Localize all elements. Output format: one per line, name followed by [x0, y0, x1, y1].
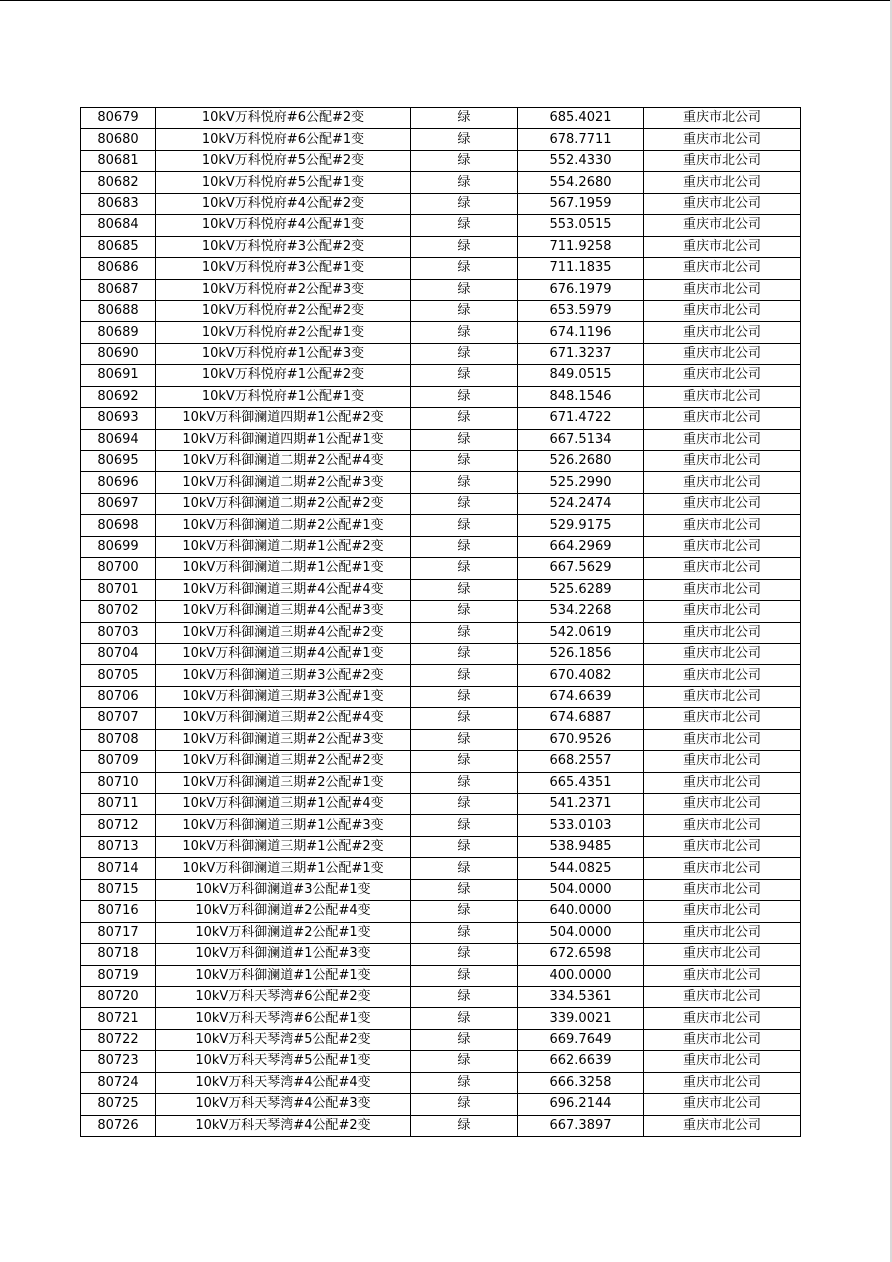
company-cell: 重庆市北公司 — [644, 622, 801, 643]
transformer-name-cell: 10kV万科御澜道三期#1公配#3变 — [156, 815, 411, 836]
value-cell: 552.4330 — [518, 150, 644, 171]
value-cell: 544.0825 — [518, 858, 644, 879]
color-code-cell: 绿 — [411, 858, 518, 879]
company-cell: 重庆市北公司 — [644, 258, 801, 279]
table-row — [81, 536, 801, 557]
table-row — [81, 300, 801, 321]
company-cell: 重庆市北公司 — [644, 836, 801, 857]
table-row — [81, 815, 801, 836]
row-id-cell: 80724 — [81, 1072, 156, 1093]
transformer-name-cell: 10kV万科御澜道#2公配#1变 — [156, 922, 411, 943]
company-cell: 重庆市北公司 — [644, 300, 801, 321]
company-cell: 重庆市北公司 — [644, 772, 801, 793]
table-row — [81, 193, 801, 214]
company-cell: 重庆市北公司 — [644, 1115, 801, 1136]
table-row — [81, 515, 801, 536]
value-cell: 542.0619 — [518, 622, 644, 643]
row-id-cell: 80726 — [81, 1115, 156, 1136]
transformer-name-cell: 10kV万科御澜道四期#1公配#2变 — [156, 408, 411, 429]
color-code-cell: 绿 — [411, 879, 518, 900]
transformer-name-cell: 10kV万科御澜道二期#2公配#2变 — [156, 493, 411, 514]
color-code-cell: 绿 — [411, 451, 518, 472]
table-row — [81, 472, 801, 493]
table-row — [81, 493, 801, 514]
transformer-name-cell: 10kV万科悦府#6公配#2变 — [156, 108, 411, 129]
value-cell: 674.1196 — [518, 322, 644, 343]
value-cell: 666.3258 — [518, 1072, 644, 1093]
transformer-name-cell: 10kV万科御澜道二期#1公配#1变 — [156, 558, 411, 579]
value-cell: 671.3237 — [518, 343, 644, 364]
value-cell: 668.2557 — [518, 751, 644, 772]
value-cell: 669.7649 — [518, 1029, 644, 1050]
page-top-border — [0, 0, 892, 1]
color-code-cell: 绿 — [411, 215, 518, 236]
transformer-name-cell: 10kV万科天琴湾#4公配#2变 — [156, 1115, 411, 1136]
table-row — [81, 1115, 801, 1136]
company-cell: 重庆市北公司 — [644, 150, 801, 171]
row-id-cell: 80710 — [81, 772, 156, 793]
color-code-cell: 绿 — [411, 408, 518, 429]
value-cell: 711.1835 — [518, 258, 644, 279]
transformer-name-cell: 10kV万科悦府#2公配#3变 — [156, 279, 411, 300]
table-row — [81, 451, 801, 472]
row-id-cell: 80698 — [81, 515, 156, 536]
company-cell: 重庆市北公司 — [644, 729, 801, 750]
color-code-cell: 绿 — [411, 429, 518, 450]
company-cell: 重庆市北公司 — [644, 601, 801, 622]
table-row — [81, 858, 801, 879]
table-row — [81, 343, 801, 364]
row-id-cell: 80705 — [81, 665, 156, 686]
table-row — [81, 729, 801, 750]
transformer-name-cell: 10kV万科御澜道三期#1公配#2变 — [156, 836, 411, 857]
table-row — [81, 1008, 801, 1029]
color-code-cell: 绿 — [411, 300, 518, 321]
transformer-name-cell: 10kV万科御澜道#1公配#1变 — [156, 965, 411, 986]
table-row — [81, 601, 801, 622]
color-code-cell: 绿 — [411, 322, 518, 343]
value-cell: 662.6639 — [518, 1051, 644, 1072]
transformer-name-cell: 10kV万科悦府#5公配#1变 — [156, 172, 411, 193]
transformer-name-cell: 10kV万科御澜道三期#2公配#3变 — [156, 729, 411, 750]
value-cell: 676.1979 — [518, 279, 644, 300]
transformer-name-cell: 10kV万科天琴湾#4公配#4变 — [156, 1072, 411, 1093]
transformer-name-cell: 10kV万科御澜道三期#2公配#2变 — [156, 751, 411, 772]
transformer-name-cell: 10kV万科悦府#1公配#3变 — [156, 343, 411, 364]
row-id-cell: 80703 — [81, 622, 156, 643]
company-cell: 重庆市北公司 — [644, 172, 801, 193]
company-cell: 重庆市北公司 — [644, 708, 801, 729]
company-cell: 重庆市北公司 — [644, 1008, 801, 1029]
transformer-name-cell: 10kV万科悦府#1公配#2变 — [156, 365, 411, 386]
company-cell: 重庆市北公司 — [644, 558, 801, 579]
color-code-cell: 绿 — [411, 772, 518, 793]
color-code-cell: 绿 — [411, 665, 518, 686]
value-cell: 671.4722 — [518, 408, 644, 429]
table-row — [81, 1094, 801, 1115]
row-id-cell: 80693 — [81, 408, 156, 429]
color-code-cell: 绿 — [411, 1072, 518, 1093]
company-cell: 重庆市北公司 — [644, 794, 801, 815]
row-id-cell: 80684 — [81, 215, 156, 236]
company-cell: 重庆市北公司 — [644, 343, 801, 364]
value-cell: 670.9526 — [518, 729, 644, 750]
company-cell: 重庆市北公司 — [644, 1072, 801, 1093]
company-cell: 重庆市北公司 — [644, 986, 801, 1007]
company-cell: 重庆市北公司 — [644, 322, 801, 343]
transformer-name-cell: 10kV万科御澜道四期#1公配#1变 — [156, 429, 411, 450]
color-code-cell: 绿 — [411, 193, 518, 214]
value-cell: 525.6289 — [518, 579, 644, 600]
table-row — [81, 129, 801, 150]
row-id-cell: 80697 — [81, 493, 156, 514]
row-id-cell: 80706 — [81, 686, 156, 707]
transformer-name-cell: 10kV万科御澜道#3公配#1变 — [156, 879, 411, 900]
row-id-cell: 80714 — [81, 858, 156, 879]
color-code-cell: 绿 — [411, 1051, 518, 1072]
company-cell: 重庆市北公司 — [644, 665, 801, 686]
value-cell: 667.5629 — [518, 558, 644, 579]
company-cell: 重庆市北公司 — [644, 1029, 801, 1050]
row-id-cell: 80679 — [81, 108, 156, 129]
row-id-cell: 80719 — [81, 965, 156, 986]
value-cell: 526.2680 — [518, 451, 644, 472]
transformer-name-cell: 10kV万科悦府#5公配#2变 — [156, 150, 411, 171]
color-code-cell: 绿 — [411, 686, 518, 707]
table-row — [81, 944, 801, 965]
row-id-cell: 80695 — [81, 451, 156, 472]
company-cell: 重庆市北公司 — [644, 451, 801, 472]
color-code-cell: 绿 — [411, 922, 518, 943]
table-row — [81, 108, 801, 129]
row-id-cell: 80682 — [81, 172, 156, 193]
value-cell: 504.0000 — [518, 922, 644, 943]
row-id-cell: 80718 — [81, 944, 156, 965]
value-cell: 665.4351 — [518, 772, 644, 793]
color-code-cell: 绿 — [411, 815, 518, 836]
row-id-cell: 80699 — [81, 536, 156, 557]
color-code-cell: 绿 — [411, 536, 518, 557]
transformer-name-cell: 10kV万科悦府#3公配#1变 — [156, 258, 411, 279]
row-id-cell: 80692 — [81, 386, 156, 407]
color-code-cell: 绿 — [411, 1115, 518, 1136]
table-row — [81, 772, 801, 793]
row-id-cell: 80683 — [81, 193, 156, 214]
transformer-name-cell: 10kV万科天琴湾#5公配#2变 — [156, 1029, 411, 1050]
value-cell: 538.9485 — [518, 836, 644, 857]
transformer-name-cell: 10kV万科悦府#2公配#1变 — [156, 322, 411, 343]
table-row — [81, 322, 801, 343]
row-id-cell: 80720 — [81, 986, 156, 1007]
company-cell: 重庆市北公司 — [644, 643, 801, 664]
row-id-cell: 80707 — [81, 708, 156, 729]
transformer-name-cell: 10kV万科御澜道三期#4公配#2变 — [156, 622, 411, 643]
row-id-cell: 80712 — [81, 815, 156, 836]
value-cell: 696.2144 — [518, 1094, 644, 1115]
value-cell: 526.1856 — [518, 643, 644, 664]
transformer-name-cell: 10kV万科御澜道三期#4公配#3变 — [156, 601, 411, 622]
color-code-cell: 绿 — [411, 108, 518, 129]
company-cell: 重庆市北公司 — [644, 815, 801, 836]
transformer-name-cell: 10kV万科悦府#3公配#2变 — [156, 236, 411, 257]
company-cell: 重庆市北公司 — [644, 686, 801, 707]
value-cell: 524.2474 — [518, 493, 644, 514]
company-cell: 重庆市北公司 — [644, 858, 801, 879]
transformer-name-cell: 10kV万科天琴湾#6公配#2变 — [156, 986, 411, 1007]
color-code-cell: 绿 — [411, 986, 518, 1007]
color-code-cell: 绿 — [411, 579, 518, 600]
table-row — [81, 1051, 801, 1072]
transformer-name-cell: 10kV万科御澜道二期#2公配#4变 — [156, 451, 411, 472]
company-cell: 重庆市北公司 — [644, 493, 801, 514]
value-cell: 849.0515 — [518, 365, 644, 386]
color-code-cell: 绿 — [411, 601, 518, 622]
company-cell: 重庆市北公司 — [644, 408, 801, 429]
color-code-cell: 绿 — [411, 236, 518, 257]
value-cell: 504.0000 — [518, 879, 644, 900]
company-cell: 重庆市北公司 — [644, 472, 801, 493]
company-cell: 重庆市北公司 — [644, 965, 801, 986]
color-code-cell: 绿 — [411, 643, 518, 664]
transformer-name-cell: 10kV万科悦府#6公配#1变 — [156, 129, 411, 150]
table-row — [81, 965, 801, 986]
company-cell: 重庆市北公司 — [644, 193, 801, 214]
row-id-cell: 80680 — [81, 129, 156, 150]
value-cell: 848.1546 — [518, 386, 644, 407]
transformer-name-cell: 10kV万科悦府#2公配#2变 — [156, 300, 411, 321]
color-code-cell: 绿 — [411, 1008, 518, 1029]
table-row — [81, 622, 801, 643]
value-cell: 711.9258 — [518, 236, 644, 257]
color-code-cell: 绿 — [411, 343, 518, 364]
row-id-cell: 80696 — [81, 472, 156, 493]
table-row — [81, 365, 801, 386]
row-id-cell: 80687 — [81, 279, 156, 300]
table-body — [81, 108, 801, 1137]
company-cell: 重庆市北公司 — [644, 751, 801, 772]
table-row — [81, 408, 801, 429]
value-cell: 670.4082 — [518, 665, 644, 686]
table-row — [81, 922, 801, 943]
transformer-name-cell: 10kV万科御澜道三期#1公配#4变 — [156, 794, 411, 815]
value-cell: 529.9175 — [518, 515, 644, 536]
table-row — [81, 836, 801, 857]
company-cell: 重庆市北公司 — [644, 129, 801, 150]
color-code-cell: 绿 — [411, 901, 518, 922]
company-cell: 重庆市北公司 — [644, 215, 801, 236]
transformer-table — [80, 107, 801, 1137]
color-code-cell: 绿 — [411, 729, 518, 750]
value-cell: 674.6887 — [518, 708, 644, 729]
table-row — [81, 751, 801, 772]
row-id-cell: 80709 — [81, 751, 156, 772]
table-row — [81, 686, 801, 707]
value-cell: 553.0515 — [518, 215, 644, 236]
row-id-cell: 80704 — [81, 643, 156, 664]
company-cell: 重庆市北公司 — [644, 386, 801, 407]
row-id-cell: 80716 — [81, 901, 156, 922]
table-row — [81, 1072, 801, 1093]
color-code-cell: 绿 — [411, 172, 518, 193]
row-id-cell: 80713 — [81, 836, 156, 857]
color-code-cell: 绿 — [411, 1029, 518, 1050]
table-row — [81, 901, 801, 922]
transformer-name-cell: 10kV万科御澜道三期#3公配#1变 — [156, 686, 411, 707]
company-cell: 重庆市北公司 — [644, 1051, 801, 1072]
value-cell: 664.2969 — [518, 536, 644, 557]
color-code-cell: 绿 — [411, 965, 518, 986]
row-id-cell: 80700 — [81, 558, 156, 579]
transformer-name-cell: 10kV万科悦府#1公配#1变 — [156, 386, 411, 407]
value-cell: 554.2680 — [518, 172, 644, 193]
company-cell: 重庆市北公司 — [644, 236, 801, 257]
transformer-name-cell: 10kV万科御澜道三期#3公配#2变 — [156, 665, 411, 686]
transformer-name-cell: 10kV万科御澜道二期#1公配#2变 — [156, 536, 411, 557]
color-code-cell: 绿 — [411, 944, 518, 965]
color-code-cell: 绿 — [411, 386, 518, 407]
table-row — [81, 429, 801, 450]
company-cell: 重庆市北公司 — [644, 1094, 801, 1115]
row-id-cell: 80701 — [81, 579, 156, 600]
row-id-cell: 80681 — [81, 150, 156, 171]
row-id-cell: 80689 — [81, 322, 156, 343]
company-cell: 重庆市北公司 — [644, 365, 801, 386]
table-row — [81, 579, 801, 600]
transformer-name-cell: 10kV万科御澜道三期#4公配#4变 — [156, 579, 411, 600]
color-code-cell: 绿 — [411, 365, 518, 386]
value-cell: 672.6598 — [518, 944, 644, 965]
row-id-cell: 80722 — [81, 1029, 156, 1050]
color-code-cell: 绿 — [411, 836, 518, 857]
value-cell: 674.6639 — [518, 686, 644, 707]
row-id-cell: 80711 — [81, 794, 156, 815]
table-row — [81, 236, 801, 257]
transformer-name-cell: 10kV万科御澜道三期#2公配#4变 — [156, 708, 411, 729]
value-cell: 640.0000 — [518, 901, 644, 922]
row-id-cell: 80721 — [81, 1008, 156, 1029]
color-code-cell: 绿 — [411, 794, 518, 815]
row-id-cell: 80688 — [81, 300, 156, 321]
row-id-cell: 80717 — [81, 922, 156, 943]
company-cell: 重庆市北公司 — [644, 536, 801, 557]
company-cell: 重庆市北公司 — [644, 922, 801, 943]
transformer-name-cell: 10kV万科御澜道二期#2公配#3变 — [156, 472, 411, 493]
color-code-cell: 绿 — [411, 472, 518, 493]
transformer-name-cell: 10kV万科御澜道二期#2公配#1变 — [156, 515, 411, 536]
value-cell: 667.3897 — [518, 1115, 644, 1136]
value-cell: 567.1959 — [518, 193, 644, 214]
company-cell: 重庆市北公司 — [644, 108, 801, 129]
transformer-name-cell: 10kV万科御澜道#2公配#4变 — [156, 901, 411, 922]
transformer-name-cell: 10kV万科天琴湾#5公配#1变 — [156, 1051, 411, 1072]
value-cell: 678.7711 — [518, 129, 644, 150]
value-cell: 667.5134 — [518, 429, 644, 450]
company-cell: 重庆市北公司 — [644, 944, 801, 965]
value-cell: 339.0021 — [518, 1008, 644, 1029]
table-row — [81, 215, 801, 236]
row-id-cell: 80725 — [81, 1094, 156, 1115]
company-cell: 重庆市北公司 — [644, 279, 801, 300]
table-row — [81, 794, 801, 815]
color-code-cell: 绿 — [411, 1094, 518, 1115]
table-row — [81, 386, 801, 407]
transformer-name-cell: 10kV万科御澜道#1公配#3变 — [156, 944, 411, 965]
transformer-name-cell: 10kV万科御澜道三期#2公配#1变 — [156, 772, 411, 793]
transformer-name-cell: 10kV万科悦府#4公配#1变 — [156, 215, 411, 236]
table-row — [81, 172, 801, 193]
transformer-name-cell: 10kV万科悦府#4公配#2变 — [156, 193, 411, 214]
value-cell: 685.4021 — [518, 108, 644, 129]
table-row — [81, 643, 801, 664]
transformer-name-cell: 10kV万科天琴湾#4公配#3变 — [156, 1094, 411, 1115]
row-id-cell: 80691 — [81, 365, 156, 386]
row-id-cell: 80702 — [81, 601, 156, 622]
row-id-cell: 80685 — [81, 236, 156, 257]
value-cell: 400.0000 — [518, 965, 644, 986]
row-id-cell: 80694 — [81, 429, 156, 450]
value-cell: 534.2268 — [518, 601, 644, 622]
row-id-cell: 80723 — [81, 1051, 156, 1072]
table-row — [81, 986, 801, 1007]
color-code-cell: 绿 — [411, 493, 518, 514]
company-cell: 重庆市北公司 — [644, 515, 801, 536]
value-cell: 653.5979 — [518, 300, 644, 321]
transformer-name-cell: 10kV万科天琴湾#6公配#1变 — [156, 1008, 411, 1029]
color-code-cell: 绿 — [411, 708, 518, 729]
table-row — [81, 150, 801, 171]
value-cell: 541.2371 — [518, 794, 644, 815]
color-code-cell: 绿 — [411, 150, 518, 171]
table-row — [81, 279, 801, 300]
table-row — [81, 708, 801, 729]
row-id-cell: 80715 — [81, 879, 156, 900]
row-id-cell: 80708 — [81, 729, 156, 750]
company-cell: 重庆市北公司 — [644, 579, 801, 600]
table-row — [81, 879, 801, 900]
row-id-cell: 80690 — [81, 343, 156, 364]
transformer-name-cell: 10kV万科御澜道三期#1公配#1变 — [156, 858, 411, 879]
color-code-cell: 绿 — [411, 622, 518, 643]
company-cell: 重庆市北公司 — [644, 901, 801, 922]
color-code-cell: 绿 — [411, 558, 518, 579]
color-code-cell: 绿 — [411, 258, 518, 279]
table-row — [81, 558, 801, 579]
row-id-cell: 80686 — [81, 258, 156, 279]
color-code-cell: 绿 — [411, 129, 518, 150]
value-cell: 334.5361 — [518, 986, 644, 1007]
value-cell: 525.2990 — [518, 472, 644, 493]
transformer-name-cell: 10kV万科御澜道三期#4公配#1变 — [156, 643, 411, 664]
color-code-cell: 绿 — [411, 279, 518, 300]
color-code-cell: 绿 — [411, 751, 518, 772]
company-cell: 重庆市北公司 — [644, 879, 801, 900]
value-cell: 533.0103 — [518, 815, 644, 836]
color-code-cell: 绿 — [411, 515, 518, 536]
table-row — [81, 1029, 801, 1050]
company-cell: 重庆市北公司 — [644, 429, 801, 450]
table-row — [81, 258, 801, 279]
table-row — [81, 665, 801, 686]
